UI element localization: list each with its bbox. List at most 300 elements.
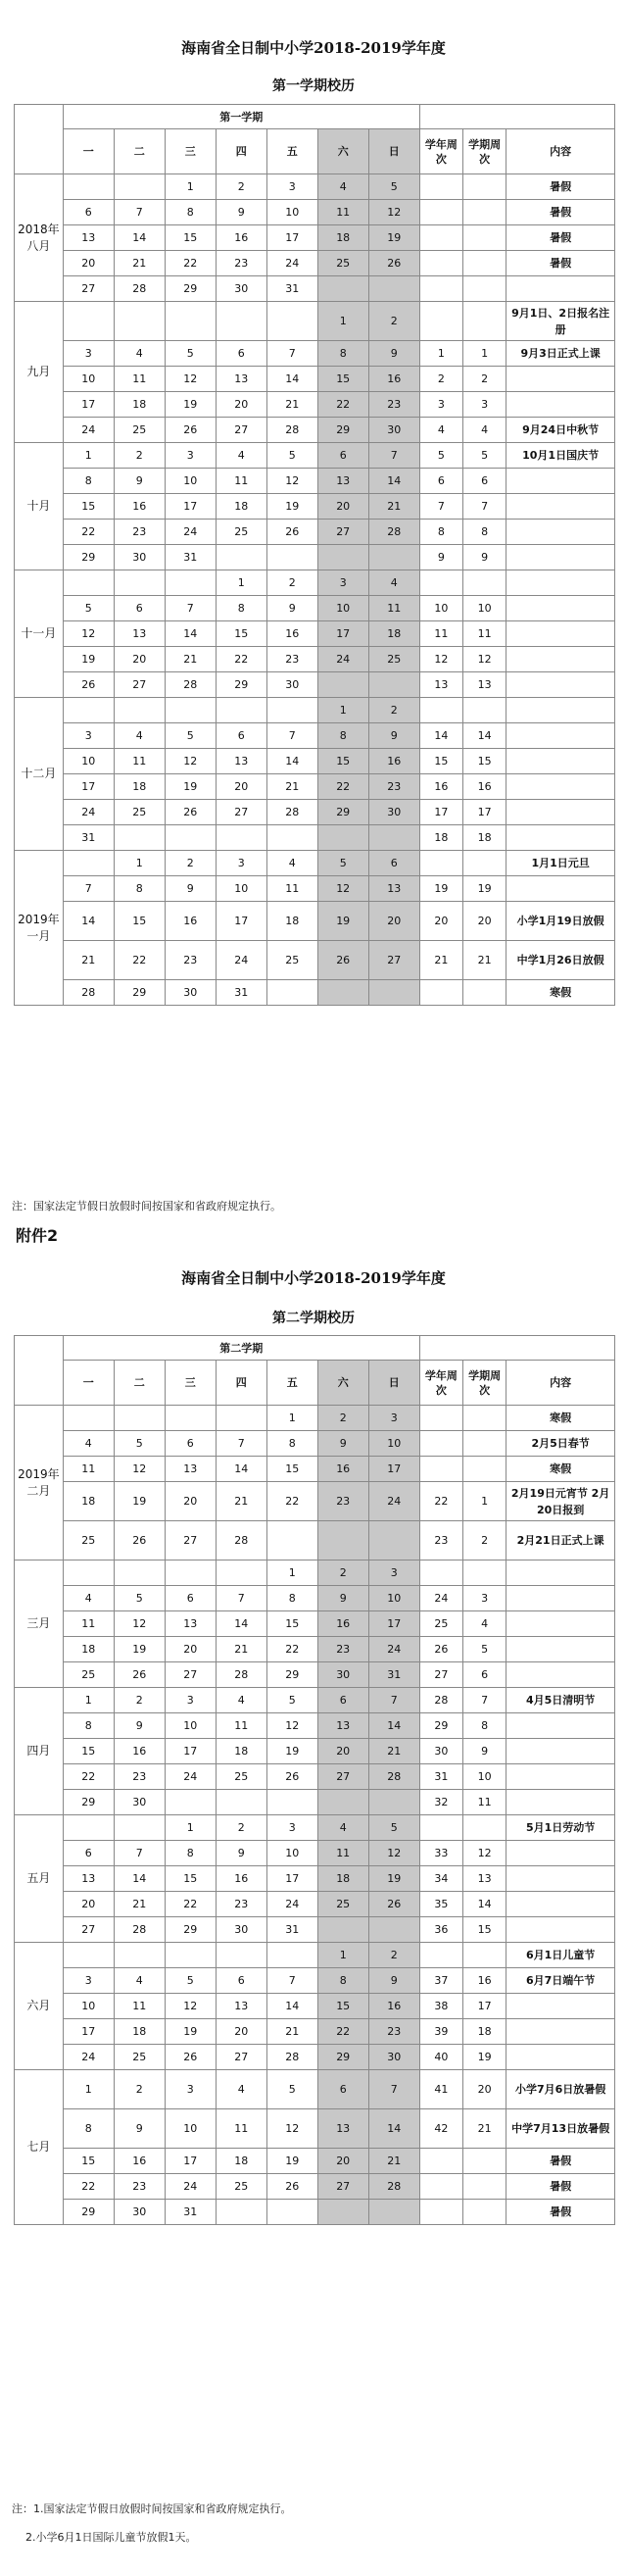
header-corner: [15, 1336, 64, 1406]
content-note-cell: 寒假: [506, 1406, 615, 1431]
school-week-cell: [419, 1406, 462, 1431]
day-cell: 11: [114, 749, 165, 774]
day-cell: 7: [216, 1586, 266, 1611]
day-cell: [165, 1406, 216, 1431]
day-cell: 17: [165, 494, 216, 520]
day-cell: 6: [165, 1431, 216, 1457]
day-cell: [165, 1790, 216, 1815]
day-cell: 29: [317, 800, 368, 825]
day-cell: 7: [266, 723, 317, 749]
content-note-cell: [506, 1739, 615, 1764]
day-cell: 6: [114, 596, 165, 621]
term-week-cell: 6: [462, 469, 506, 494]
day-cell: 9: [165, 876, 216, 902]
day-cell: 22: [63, 520, 114, 545]
day-cell: 30: [165, 980, 216, 1006]
day-cell: 20: [63, 1892, 114, 1917]
week-row: [15, 672, 615, 698]
day-cell: [368, 1521, 419, 1560]
day-cell: 5: [266, 1688, 317, 1713]
week-row: [15, 1521, 615, 1560]
day-cell: 1: [266, 1406, 317, 1431]
day-cell: [317, 1917, 368, 1943]
content-note-cell: [506, 1790, 615, 1815]
school-week-cell: 38: [419, 1994, 462, 2019]
term-week-cell: 7: [462, 494, 506, 520]
day-cell: 11: [63, 1611, 114, 1637]
day-cell: 17: [368, 1457, 419, 1482]
week-row: [15, 2149, 615, 2174]
day-cell: 16: [317, 1457, 368, 1482]
day-cell: 31: [165, 545, 216, 570]
term-week-cell: 14: [462, 723, 506, 749]
school-week-cell: [419, 698, 462, 723]
day-cell: 30: [114, 2200, 165, 2225]
school-week-cell: [419, 200, 462, 225]
content-note-cell: [506, 1611, 615, 1637]
day-cell: 31: [216, 980, 266, 1006]
day-cell: 6: [63, 200, 114, 225]
week-row: [15, 941, 615, 980]
week-row: [15, 1739, 615, 1764]
day-cell: 3: [63, 723, 114, 749]
day-cell: 13: [165, 1457, 216, 1482]
term-week-cell: 20: [462, 2070, 506, 2109]
day-cell: [317, 545, 368, 570]
day-cell: 27: [216, 418, 266, 443]
week-row: [15, 1482, 615, 1521]
day-cell: 11: [317, 200, 368, 225]
term-week-cell: 5: [462, 1637, 506, 1662]
day-cell: 27: [317, 2174, 368, 2200]
day-cell: 21: [63, 941, 114, 980]
day-cell: 19: [266, 1739, 317, 1764]
school-week-cell: [419, 1457, 462, 1482]
semester-2-note-2: 2.小学6月1日国际儿童节放假1天。: [25, 2531, 197, 2544]
day-cell: 13: [63, 225, 114, 251]
school-week-cell: 28: [419, 1688, 462, 1713]
week-row: [15, 1688, 615, 1713]
day-cell: 23: [368, 2019, 419, 2045]
content-note-cell: [506, 1994, 615, 2019]
term-week-cell: 10: [462, 596, 506, 621]
day-cell: 23: [114, 2174, 165, 2200]
day-cell: 31: [368, 1662, 419, 1688]
weekday-header: 日: [368, 129, 419, 174]
content-note-cell: [506, 2045, 615, 2070]
day-cell: 1: [165, 1815, 216, 1841]
school-week-cell: 22: [419, 1482, 462, 1521]
day-cell: 26: [266, 520, 317, 545]
school-week-cell: 37: [419, 1968, 462, 1994]
day-cell: [216, 1790, 266, 1815]
day-cell: 15: [63, 2149, 114, 2174]
content-note-cell: [506, 1764, 615, 1790]
day-cell: 30: [317, 1662, 368, 1688]
school-week-cell: 42: [419, 2109, 462, 2149]
appendix-label: 附件2: [16, 1226, 59, 1245]
term-week-cell: [462, 302, 506, 341]
term-week-cell: 15: [462, 749, 506, 774]
day-cell: 18: [63, 1482, 114, 1521]
day-cell: 5: [266, 2070, 317, 2109]
day-cell: 27: [165, 1662, 216, 1688]
month-label: 十一月: [15, 570, 64, 698]
day-cell: 18: [368, 621, 419, 647]
day-cell: 18: [114, 774, 165, 800]
day-cell: 7: [266, 341, 317, 367]
day-cell: 22: [317, 392, 368, 418]
day-cell: [317, 2200, 368, 2225]
school-week-cell: 20: [419, 902, 462, 941]
day-cell: 21: [368, 2149, 419, 2174]
day-cell: 17: [266, 1866, 317, 1892]
weekday-header: 三: [165, 1361, 216, 1406]
content-note-cell: 9月24日中秋节: [506, 418, 615, 443]
day-cell: 16: [368, 367, 419, 392]
week-row: [15, 443, 615, 469]
day-cell: [216, 545, 266, 570]
day-cell: 17: [63, 392, 114, 418]
day-cell: 4: [317, 174, 368, 200]
day-cell: 29: [165, 1917, 216, 1943]
content-note-cell: 2月21日正式上课: [506, 1521, 615, 1560]
day-cell: 28: [368, 1764, 419, 1790]
content-note-cell: [506, 2019, 615, 2045]
day-cell: 25: [368, 647, 419, 672]
day-cell: 1: [165, 174, 216, 200]
weekday-header: 四: [216, 129, 266, 174]
day-cell: 28: [216, 1662, 266, 1688]
week-row: [15, 980, 615, 1006]
day-cell: 26: [114, 1662, 165, 1688]
day-cell: 24: [63, 2045, 114, 2070]
content-note-cell: [506, 749, 615, 774]
day-cell: 5: [165, 341, 216, 367]
day-cell: 29: [63, 2200, 114, 2225]
content-note-cell: [506, 698, 615, 723]
day-cell: 15: [63, 494, 114, 520]
semester-1-title: 海南省全日制中小学2018-2019学年度: [181, 39, 446, 57]
day-cell: 3: [368, 1406, 419, 1431]
day-cell: 17: [317, 621, 368, 647]
week-row: [15, 1662, 615, 1688]
term-week-cell: 1: [462, 1482, 506, 1521]
semester-1-subtitle: 第一学期校历: [272, 78, 355, 94]
content-note-cell: [506, 800, 615, 825]
day-cell: 28: [216, 1521, 266, 1560]
day-cell: 13: [368, 876, 419, 902]
day-cell: 14: [114, 225, 165, 251]
day-cell: 6: [317, 1688, 368, 1713]
day-cell: 30: [368, 2045, 419, 2070]
week-row: [15, 392, 615, 418]
day-cell: 5: [63, 596, 114, 621]
school-week-cell: 2: [419, 367, 462, 392]
day-cell: 6: [216, 1968, 266, 1994]
school-week-cell: 3: [419, 392, 462, 418]
day-cell: 22: [63, 2174, 114, 2200]
week-row: [15, 1892, 615, 1917]
day-cell: 23: [266, 647, 317, 672]
content-note-cell: [506, 621, 615, 647]
day-cell: 10: [165, 2109, 216, 2149]
day-cell: 24: [317, 647, 368, 672]
content-note-cell: [506, 494, 615, 520]
semester-1-calendar-table: [14, 104, 615, 1006]
day-cell: 18: [114, 392, 165, 418]
day-cell: 9: [114, 1713, 165, 1739]
day-cell: 4: [216, 443, 266, 469]
school-week-cell: 18: [419, 825, 462, 851]
day-cell: 12: [114, 1611, 165, 1637]
weekday-header: 五: [266, 1361, 317, 1406]
term-week-cell: 5: [462, 443, 506, 469]
day-cell: 4: [114, 723, 165, 749]
week-row: [15, 2045, 615, 2070]
week-row: [15, 367, 615, 392]
semester-2-calendar-table: [14, 1335, 615, 2225]
day-cell: 4: [216, 2070, 266, 2109]
term-week-cell: 21: [462, 2109, 506, 2149]
term-week-cell: [462, 1560, 506, 1586]
day-cell: 10: [63, 749, 114, 774]
day-cell: 2: [216, 174, 266, 200]
day-cell: 10: [368, 1431, 419, 1457]
day-cell: [368, 672, 419, 698]
day-cell: [266, 1521, 317, 1560]
day-cell: 1: [63, 2070, 114, 2109]
day-cell: 14: [368, 2109, 419, 2149]
week-row: [15, 1764, 615, 1790]
day-cell: 28: [63, 980, 114, 1006]
day-cell: 15: [165, 225, 216, 251]
day-cell: 18: [216, 2149, 266, 2174]
day-cell: 13: [216, 1994, 266, 2019]
day-cell: 20: [317, 494, 368, 520]
day-cell: 18: [114, 2019, 165, 2045]
week-row: [15, 225, 615, 251]
school-week-cell: 35: [419, 1892, 462, 1917]
day-cell: 10: [63, 367, 114, 392]
day-cell: 29: [114, 980, 165, 1006]
week-row: [15, 2174, 615, 2200]
week-row: [15, 1994, 615, 2019]
day-cell: 15: [266, 1457, 317, 1482]
day-cell: 6: [368, 851, 419, 876]
term-week-cell: 12: [462, 1841, 506, 1866]
week-row: [15, 1790, 615, 1815]
day-cell: 24: [165, 1764, 216, 1790]
day-cell: 24: [266, 251, 317, 276]
term-week-cell: 3: [462, 1586, 506, 1611]
day-cell: 22: [317, 774, 368, 800]
term-week-cell: [462, 1431, 506, 1457]
day-cell: [165, 1560, 216, 1586]
day-cell: 7: [216, 1431, 266, 1457]
day-cell: 20: [368, 902, 419, 941]
day-cell: 18: [317, 225, 368, 251]
week-row: [15, 1637, 615, 1662]
day-cell: 24: [266, 1892, 317, 1917]
day-cell: 25: [114, 800, 165, 825]
day-cell: 23: [165, 941, 216, 980]
day-cell: 3: [165, 2070, 216, 2109]
term-week-cell: 11: [462, 1790, 506, 1815]
weekday-header: 四: [216, 1361, 266, 1406]
day-cell: [165, 302, 216, 341]
day-cell: 14: [266, 749, 317, 774]
day-cell: 21: [266, 774, 317, 800]
content-note-cell: [506, 520, 615, 545]
school-week-cell: 34: [419, 1866, 462, 1892]
week-row: [15, 800, 615, 825]
day-cell: 9: [216, 1841, 266, 1866]
term-week-cell: 6: [462, 1662, 506, 1688]
week-row: [15, 341, 615, 367]
day-cell: 24: [216, 941, 266, 980]
day-cell: [266, 302, 317, 341]
week-row: [15, 1841, 615, 1866]
term-week-cell: [462, 570, 506, 596]
day-cell: 26: [114, 1521, 165, 1560]
semester-1-note: 注：国家法定节假日放假时间按国家和省政府规定执行。: [12, 1200, 281, 1213]
content-note-cell: 6月7日端午节: [506, 1968, 615, 1994]
day-cell: 6: [216, 723, 266, 749]
day-cell: 23: [368, 392, 419, 418]
school-week-cell: 4: [419, 418, 462, 443]
day-cell: 30: [368, 418, 419, 443]
day-cell: 14: [368, 1713, 419, 1739]
day-cell: 28: [266, 2045, 317, 2070]
day-cell: 2: [114, 1688, 165, 1713]
day-cell: 4: [216, 1688, 266, 1713]
day-cell: 1: [114, 851, 165, 876]
term-week-cell: 16: [462, 1968, 506, 1994]
school-week-cell: 15: [419, 749, 462, 774]
school-week-cell: [419, 2149, 462, 2174]
day-cell: [368, 545, 419, 570]
school-week-cell: 13: [419, 672, 462, 698]
day-cell: 4: [368, 570, 419, 596]
school-week-cell: 40: [419, 2045, 462, 2070]
day-cell: 7: [63, 876, 114, 902]
day-cell: 19: [165, 774, 216, 800]
day-cell: 21: [114, 1892, 165, 1917]
day-cell: 31: [266, 276, 317, 302]
day-cell: 13: [216, 367, 266, 392]
term-week-cell: 18: [462, 825, 506, 851]
content-note-cell: [506, 1841, 615, 1866]
content-note-cell: 暑假: [506, 2174, 615, 2200]
day-cell: 7: [368, 2070, 419, 2109]
term-week-cell: [462, 1406, 506, 1431]
day-cell: 28: [266, 418, 317, 443]
day-cell: [266, 1943, 317, 1968]
day-cell: 13: [317, 469, 368, 494]
day-cell: 3: [165, 1688, 216, 1713]
school-week-cell: 8: [419, 520, 462, 545]
school-week-cell: [419, 1815, 462, 1841]
week-row: [15, 418, 615, 443]
week-row: [15, 302, 615, 341]
school-week-cell: 12: [419, 647, 462, 672]
day-cell: 24: [63, 800, 114, 825]
day-cell: 12: [317, 876, 368, 902]
content-note-cell: 暑假: [506, 2149, 615, 2174]
day-cell: 15: [317, 749, 368, 774]
week-row: [15, 902, 615, 941]
day-cell: 13: [63, 1866, 114, 1892]
day-cell: 27: [368, 941, 419, 980]
day-cell: [216, 2200, 266, 2225]
content-note-cell: 寒假: [506, 1457, 615, 1482]
day-cell: 27: [216, 2045, 266, 2070]
day-cell: 7: [368, 443, 419, 469]
week-row: [15, 494, 615, 520]
day-cell: 8: [114, 876, 165, 902]
term-week-cell: 14: [462, 1892, 506, 1917]
day-cell: 13: [317, 2109, 368, 2149]
day-cell: 14: [114, 1866, 165, 1892]
day-cell: 8: [317, 1968, 368, 1994]
term-week-cell: 20: [462, 902, 506, 941]
day-cell: 30: [368, 800, 419, 825]
day-cell: 18: [216, 494, 266, 520]
day-cell: 19: [317, 902, 368, 941]
day-cell: 20: [165, 1482, 216, 1521]
day-cell: 28: [114, 276, 165, 302]
school-week-cell: 31: [419, 1764, 462, 1790]
week-row: [15, 1406, 615, 1431]
term-label: 第二学期: [63, 1336, 419, 1361]
day-cell: [216, 1406, 266, 1431]
week-row: [15, 647, 615, 672]
day-cell: 16: [368, 1994, 419, 2019]
school-week-cell: [419, 851, 462, 876]
day-cell: 9: [114, 469, 165, 494]
week-row: [15, 2019, 615, 2045]
day-cell: 11: [368, 596, 419, 621]
day-cell: 2: [368, 302, 419, 341]
day-cell: 2: [114, 443, 165, 469]
day-cell: 26: [266, 2174, 317, 2200]
school-week-cell: 17: [419, 800, 462, 825]
day-cell: [63, 1560, 114, 1586]
day-cell: 23: [114, 520, 165, 545]
day-cell: 2: [165, 851, 216, 876]
day-cell: 3: [63, 1968, 114, 1994]
day-cell: 25: [317, 1892, 368, 1917]
day-cell: 23: [216, 1892, 266, 1917]
day-cell: 27: [216, 800, 266, 825]
day-cell: 9: [266, 596, 317, 621]
day-cell: 22: [63, 1764, 114, 1790]
term-week-cell: 4: [462, 418, 506, 443]
week-row: [15, 596, 615, 621]
day-cell: 12: [165, 367, 216, 392]
term-week-cell: 18: [462, 2019, 506, 2045]
content-note-cell: 2月5日春节: [506, 1431, 615, 1457]
day-cell: [266, 1790, 317, 1815]
content-note-cell: 4月5日清明节: [506, 1688, 615, 1713]
day-cell: 20: [317, 1739, 368, 1764]
week-row: [15, 851, 615, 876]
day-cell: [165, 825, 216, 851]
weekday-header: 五: [266, 129, 317, 174]
week-row: [15, 1815, 615, 1841]
day-cell: 28: [165, 672, 216, 698]
